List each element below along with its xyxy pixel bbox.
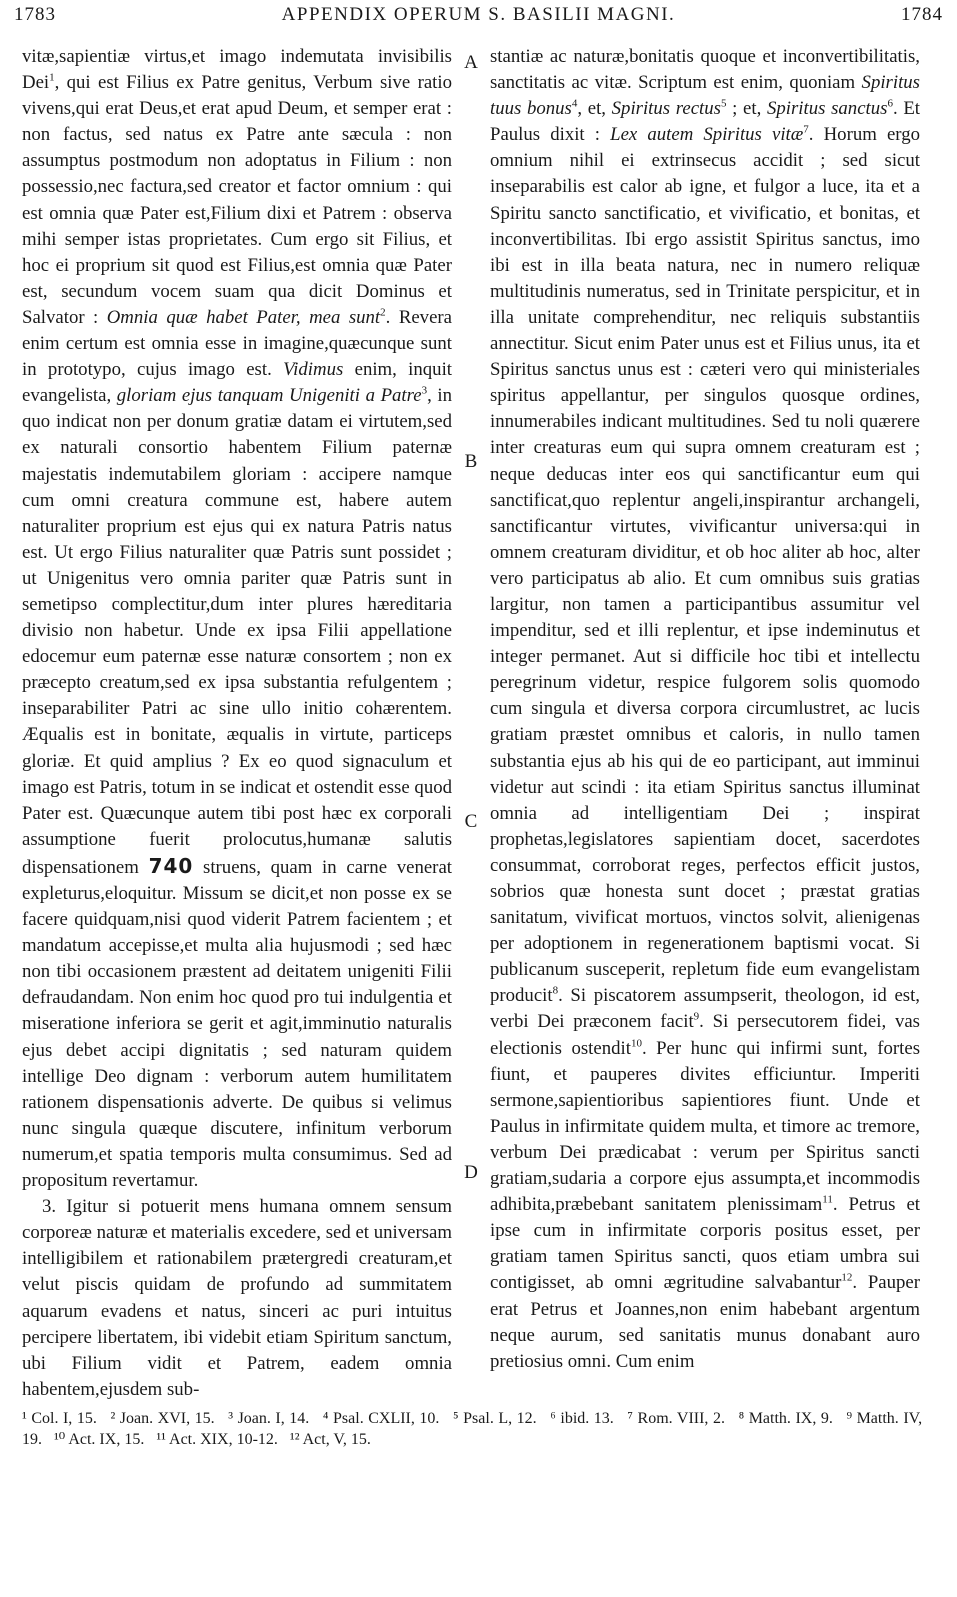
original-page-marker: 740 — [148, 853, 194, 878]
footnote-ref: 6 — [887, 97, 893, 110]
footnote: ³ Joan. I, 14. — [228, 1410, 310, 1427]
text-run: , et, — [577, 98, 612, 120]
text-run: . Per hunc qui infirmi sunt, fortes fiunt, et pauperes divites efficiuntur. Imperiti sermone,sapientioribus sapientiores fiunt. Unde et Paulus in infirmitate quidem multa, et timore ac tremore, verbum Dei prædicabat : verum per Spiritus sancti gratiam,sudaria a corpore ejus assumpta,et incommodis adhibita,præbebant sanitatem plenissimam — [490, 1037, 921, 1216]
paragraph — [22, 44, 452, 1194]
scripture-quote: Spiritus sanctus — [766, 98, 888, 120]
margin-letter-a: A — [464, 52, 478, 73]
footnote-ref: 4 — [571, 97, 578, 110]
footnote: ⁷ Rom. VIII, 2. — [627, 1410, 725, 1427]
page-header — [14, 4, 943, 38]
text-run: enim, inquit evangelista, — [22, 359, 453, 407]
footnote: ⁹ Matth. IV, 19. — [22, 1410, 923, 1448]
text-run: . Si persecutorem fidei, vas electionis ostendit — [490, 1011, 920, 1059]
footnote-ref: 12 — [841, 1272, 853, 1285]
text-run: vitæ,sapientiæ virtus,et imago indemutata invisibilis Dei — [22, 46, 452, 94]
footnote-ref: 3 — [421, 384, 428, 397]
scripture-quote: Lex autem Spiritus vitæ — [610, 124, 804, 146]
margin-letter-d: D — [464, 1162, 478, 1183]
footnote: ⁸ Matth. IX, 9. — [738, 1410, 833, 1427]
footnote-ref: 8 — [552, 985, 559, 998]
footnote-ref: 11 — [822, 1193, 833, 1206]
margin-letters — [456, 44, 486, 1374]
footnote-ref: 2 — [380, 306, 386, 319]
footnote: ¹⁰ Act. IX, 15. — [54, 1431, 145, 1448]
margin-letter-b: B — [464, 451, 478, 472]
text-run: , in quo indicat non per donum gratiæ datam ei virtutem,sed ex naturali consortio habentem Filium paternæ majestatis indemutabilem gloriam : accipere namque cum omni creatura commune est, habere autem naturaliter proprium est ejus qui ex natura Patris natus est. Ut ergo Filius naturaliter quæ Patris sunt possidet ; ut Unigenitus vero omnia pariter quæ Patris sunt in semetipso complectitur,dum inter plures hæreditaria divisio non habetur. Unde ex ipsa Filii appellatione edocemur eum paternæ esse naturæ consortem ; non ex præcepto creatum,sed ex ipsa substantia refulgentem ; inseparabiliter Patri ac sine ullo initio cohærentem. Æqualis est in bonitate, æqualis in virtute, particeps gloriæ. Et quid amplius ? Ex eo quod signaculum et imago est Patris, totum in se indicat et ostendit esse quod Pater est. Quæcunque autem tibi post hæc ex corporali assumptione fuerit prolocutus,humanæ salutis dispensationem — [22, 385, 453, 878]
text-run: . Horum ergo omnium nihil ei extrinsecus accidit ; sed sicut inseparabilis est calor ab igne, et fulgor a luce, ita et a Spiritu sancto sanctificatio, et vivificatio, et bonitas, et inconvertibilitas. Ibi ergo assistit Spiritus sanctus, imo ibi est in illa beata natura, nec in numero reliquæ multitudinis numeratus, sed in Trinitate perspicitur, et in illa unitate comprehenditur, nec reliquis substantiis annectitur. Sicut enim Pater unus est et Filius unus, ita et Spiritus sanctus unus est : cæteri vero qui ministeriales spiritus appellantur, per singulos quosque ordines, innumerabiles indicant multitudines. Sed tu noli quærere inter creaturas eum qui supra omnem creaturam est ; neque deducas inter eos qui sanctificantur eum qui sanctificat,quo replentur angeli,inspirantur archangeli, sanctificantur virtutes, vivificantur universa:qui in omnem creaturam dividitur, et ob hoc aliter ab hoc, alter vero participatus ab alio. Et cum omnibus suis gratias largitur, non tamen a participantibus assumitur vel impenditur, sed et illi replentur, et ipse indeminutus et integer permanet. Aut si difficile hoc tibi et intellectu peregrinum videtur, respice fulgorem solis quomodo cum singula et diversa corpora circumlustret, ac lucis gratiam præstet omnibus et caloris, in nullo tamen substantia ejus ab his qui de eo participant, aut imminui videtur aut scindi : ita etiam Spiritus sanctus illuminat omnia ad intelligentiam Dei ; inspirat prophetas,legislatores sapientiam docet, sacerdotes consummat, corroborat reges, perfectos efficit justos, sobrios quæ honesta sunt docet ; præstat gratias sanitatum, vivificat mortuos, vinctos solvit, alienigenas per adoptionem in regenerationem baptismi vocat. Si publicanum susceperit, repletum fide eum evangelistam producit — [490, 124, 920, 1007]
text-run: . Et Paulus dixit : — [490, 98, 921, 146]
footnote: ¹¹ Act. XIX, 10-12. — [156, 1431, 278, 1448]
footnote-ref: 10 — [630, 1037, 642, 1050]
footnote-ref: 7 — [803, 124, 809, 137]
paragraph-3: 3. Igitur si potuerit mens humana omnem sensum corporeæ naturæ et materialis excedere, sed et universam intelligibilem et rationabilem prætergredi creaturam,et velut piscis quidam de profundo ad summitatem aquarum evadens et natus, sinceri ac puri intuitus percipere libertatem, ibi videbit etiam Spiritum sanctum, ubi Filium vidit et Patrem, eadem omnia habentem,ejusdem sub- — [22, 1196, 452, 1400]
text-run: . Petrus et ipse cum in infirmitate corporis positus esset, per gratiam tamen Spiritus sancti, quos etiam umbra sui contigisset, ab omni ægritudine salvabantur — [490, 1194, 921, 1294]
scripture-quote: Omnia quæ habet Pater, mea sunt — [106, 306, 381, 328]
right-column-number: 1784 — [901, 4, 943, 25]
text-run: ; et, — [726, 98, 767, 120]
text-run: struens, quam in carne venerat expleturus,eloquitur. Missum se dicit,et non posse ex se facere quidquam,nisi quod viderit Patrem facientem ; et mandatum accepisse,et multa alia hujusmodi ; sed hæc non tibi occasionem præstent ad deitatem unigeniti Filii defraudandam. Non enim hoc quod pro tui indulgentia et miseratione inferiora se gerit et agit,imminutio naturalis ejus debet accipi dignitatis ; sed naturam quidem intellige Deo dignam : verborum autem humilitatem rationem dispensationis adverte. De quibus si velimus nunc singula quæque discutere, infinitum verborum numerum,et spatia temporis multa consumimus. Sed ad propositum revertamur. — [22, 856, 452, 1192]
footnotes — [22, 1408, 922, 1450]
scripture-quote: gloriam ejus tanquam Unigeniti a Patre — [116, 385, 422, 407]
scripture-quote: Vidimus — [283, 359, 344, 381]
text-run: , qui est Filius ex Patre genitus, Verbum sive ratio vivens,qui erat Deus,et erat apud Deum, et semper erat : non factus, sed natus ex Patre ante sæcula : non assumptus postmodum non adoptatus in Filium : non possessio,nec factura,sed creator et factor omnium : qui est omnia quæ Pater est,Filium dixi et Patrem : observa mihi semper istas proprietates. Cum ergo sit Filius, et hoc ei proprium sit quod est Filius,est omnia quæ Pater est, secundum vocem suam qua dicit Dominus et Salvator : — [22, 72, 452, 328]
footnote: ¹² Act, V, 15. — [289, 1431, 371, 1448]
scripture-quote: Spiritus tuus bonus — [490, 72, 920, 120]
footnote-ref: 9 — [693, 1011, 700, 1024]
text-run: stantiæ ac naturæ,bonitatis quoque et inconvertibilitatis, sanctitatis ac vitæ. Scriptum est enim, quoniam — [490, 46, 920, 94]
scripture-quote: Spiritus rectus — [611, 98, 721, 120]
footnote: ¹ Col. I, 15. — [22, 1410, 97, 1427]
footnote-ref: 1 — [49, 71, 55, 84]
footnote: ² Joan. XVI, 15. — [110, 1410, 215, 1427]
footnote: ⁶ ibid. 13. — [550, 1410, 614, 1427]
margin-letter-c: C — [464, 811, 478, 832]
running-title: APPENDIX OPERUM S. BASILII MAGNI. — [281, 4, 676, 25]
text-run: . Pauper erat Petrus et Joannes,non enim habebant argentum neque aurum, sed sanitatis munus donabant auro pretiosius omni. Cum enim — [490, 1272, 920, 1372]
right-column — [490, 44, 920, 1375]
footnote: ⁵ Psal. L, 12. — [453, 1410, 537, 1427]
footnote-ref: 5 — [720, 97, 727, 110]
left-column — [22, 44, 452, 1403]
text-run: . Si piscatorem assumpserit, theologon, id est, verbi Dei præconem facit — [490, 985, 920, 1033]
left-column-number: 1783 — [14, 4, 56, 25]
text-run: . Revera enim certum est omnia esse in imagine,quæcunque sunt in prototypo, cujus imago est. — [22, 306, 452, 381]
footnote: ⁴ Psal. CXLII, 10. — [322, 1410, 440, 1427]
paragraph — [490, 44, 920, 1375]
